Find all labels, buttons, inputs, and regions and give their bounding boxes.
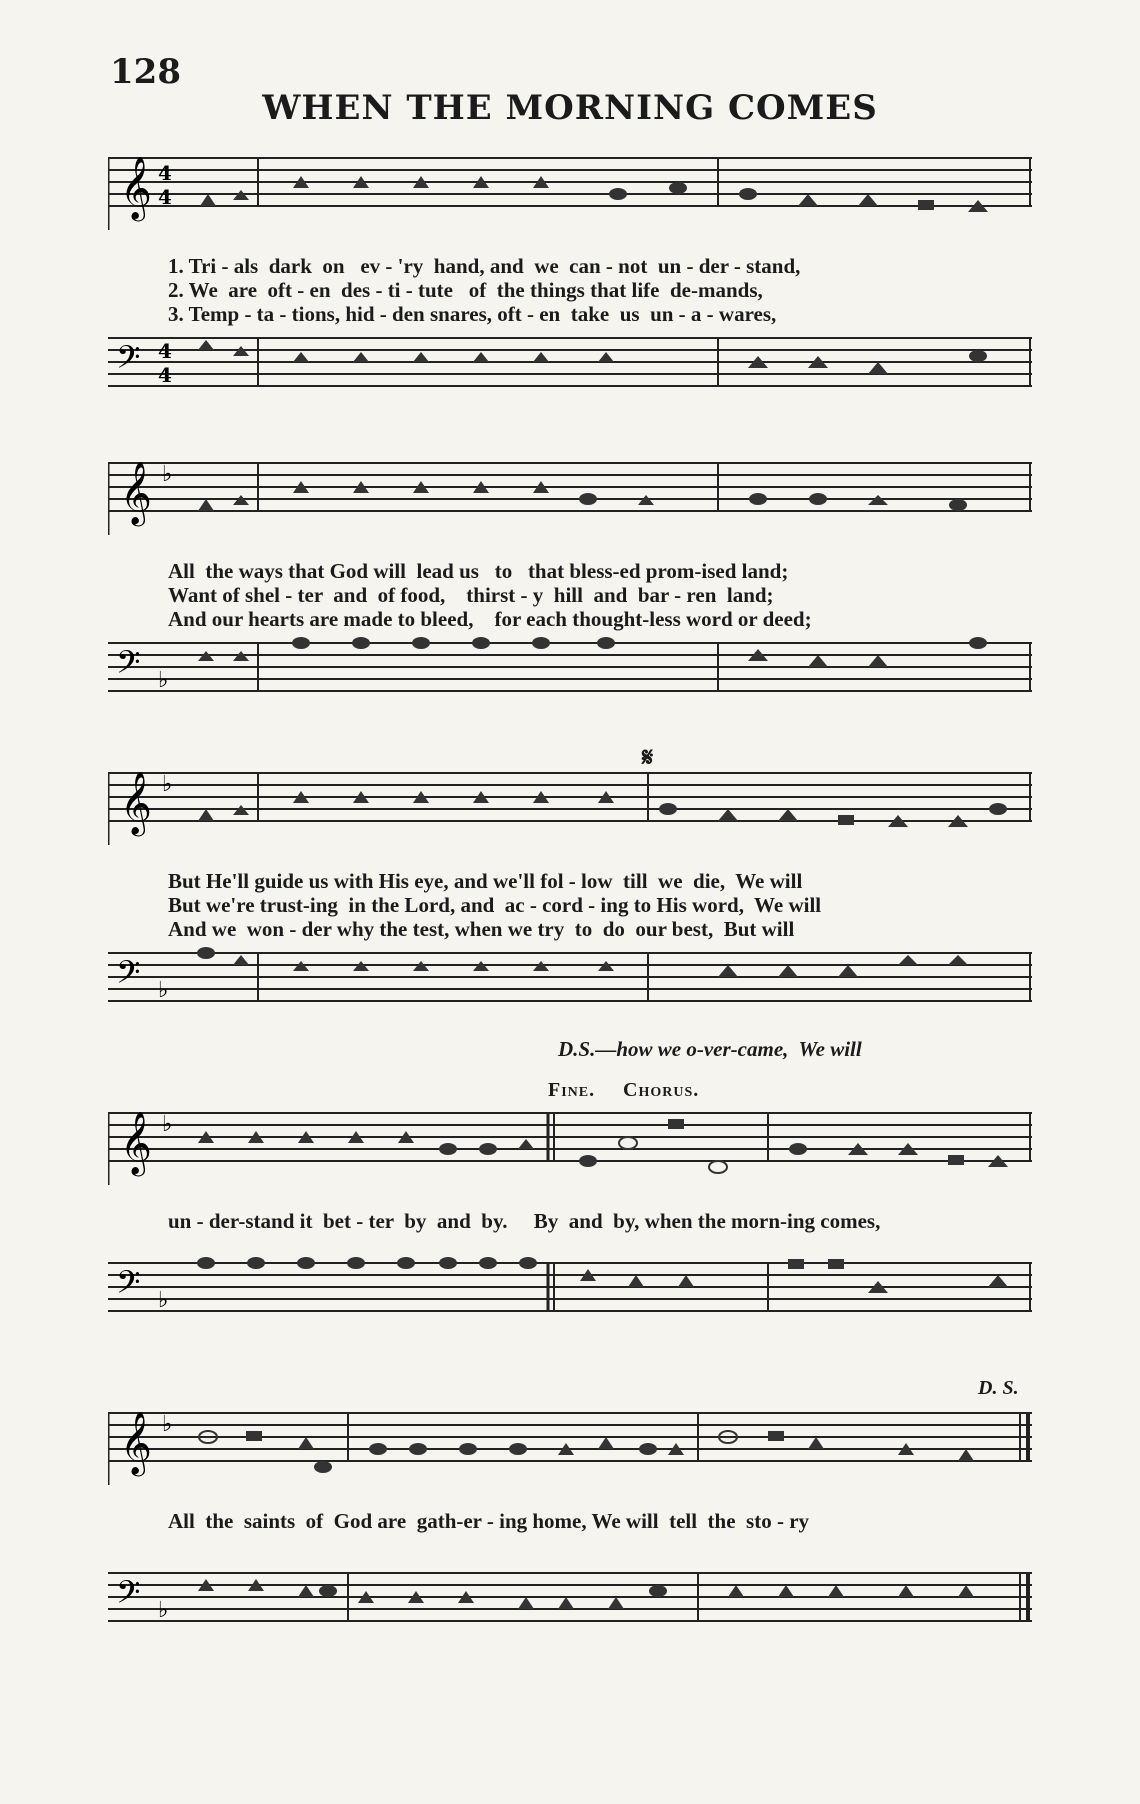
lyric-line-3: And our hearts are made to bleed, for each thought-less word or deed;	[168, 607, 812, 631]
ds-line: D.S.—how we o-ver-came, We will	[558, 1037, 862, 1061]
ds-mark: D. S.	[978, 1377, 1019, 1399]
bass-staff	[108, 1255, 1032, 1325]
page-number: 128	[110, 52, 181, 92]
lyric-line-1: un - der-stand it bet - ter by and by. By and by, when the morn-ing comes,	[168, 1209, 881, 1233]
music-system-2	[108, 455, 1032, 735]
svg-text:𝄞: 𝄞	[120, 156, 152, 219]
svg-text:𝄢: 𝄢	[116, 1574, 141, 1618]
svg-text:♭: ♭	[162, 462, 173, 487]
bass-staff	[108, 1565, 1032, 1635]
lyric-line-1: All the ways that God will lead us to that bless-ed prom-ised land;	[168, 559, 789, 583]
svg-text:♭: ♭	[158, 1288, 169, 1313]
treble-staff	[108, 150, 1032, 230]
lyric-line-1: But He'll guide us with His eye, and we'll fol - low till we die, We will	[168, 869, 803, 893]
svg-text:𝄞: 𝄞	[120, 771, 152, 834]
hymn-title: WHEN THE MORNING COMES	[262, 88, 878, 128]
lyric-line-3: And we won - der why the test, when we try to do our best, But will	[168, 917, 795, 941]
svg-text:𝄢: 𝄢	[116, 954, 141, 998]
svg-text:𝄞: 𝄞	[120, 1411, 152, 1474]
treble-staff	[108, 1405, 1032, 1485]
lyric-line-2: 2. We are oft - en des - ti - tute of the things that life de-mands,	[168, 278, 763, 302]
chorus-mark: Chorus.	[623, 1079, 700, 1101]
svg-text:𝄞: 𝄞	[120, 461, 152, 524]
treble-staff	[108, 765, 1032, 845]
svg-text:𝄢: 𝄢	[116, 1264, 141, 1308]
svg-text:𝄢: 𝄢	[116, 339, 141, 383]
svg-text:♭: ♭	[162, 1412, 173, 1437]
bass-staff	[108, 330, 1032, 400]
svg-text:♭: ♭	[162, 1112, 173, 1137]
svg-text:𝄞: 𝄞	[120, 1111, 152, 1174]
svg-text:4: 4	[158, 363, 172, 387]
music-system-4	[108, 1079, 1032, 1365]
music-system-3	[108, 743, 1032, 1065]
fine-mark: Fine.	[548, 1079, 596, 1101]
segno-mark: 𝄋	[642, 743, 654, 772]
bass-staff	[108, 635, 1032, 705]
bass-staff	[108, 945, 1032, 1015]
svg-text:♭: ♭	[158, 978, 169, 1003]
svg-text:♭: ♭	[162, 772, 173, 797]
lyric-line-2: Want of shel - ter and of food, thirst - y hill and bar - ren land;	[168, 583, 774, 607]
music-system-5	[108, 1377, 1032, 1705]
svg-text:♭: ♭	[158, 1598, 169, 1623]
svg-text:♭: ♭	[158, 668, 169, 693]
treble-staff	[108, 455, 1032, 535]
svg-text:4: 4	[158, 161, 172, 185]
lyric-line-3: 3. Temp - ta - tions, hid - den snares, oft - en take us un - a - wares,	[168, 302, 777, 326]
lyric-line-1: 1. Tri - als dark on ev - 'ry hand, and we can - not un - der - stand,	[168, 254, 801, 278]
lyric-line-1: All the saints of God are gath-er - ing home, We will tell the sto - ry	[168, 1509, 810, 1533]
lyric-line-2: But we're trust-ing in the Lord, and ac - cord - ing to His word, We will	[168, 893, 822, 917]
music-system-1	[108, 150, 1032, 430]
svg-text:𝄢: 𝄢	[116, 644, 141, 688]
svg-text:4: 4	[158, 339, 172, 363]
svg-text:4: 4	[158, 185, 172, 209]
treble-staff	[108, 1105, 1032, 1185]
